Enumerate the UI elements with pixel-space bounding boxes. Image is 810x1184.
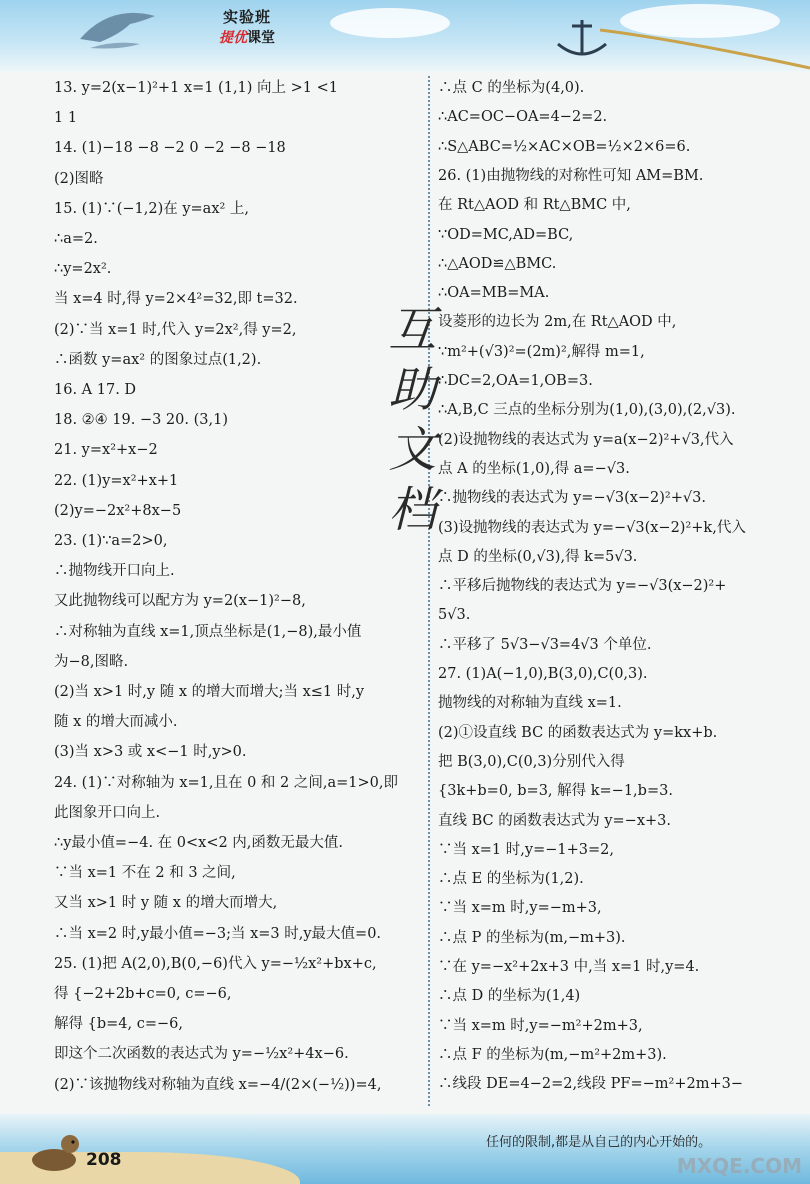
answer-line: ∵当 x=m 时,y=−m+3, bbox=[438, 900, 602, 917]
answer-line: 又此抛物线可以配方为 y=2(x−1)²−8, bbox=[54, 593, 306, 610]
answer-line: 又当 x>1 时 y 随 x 的增大而增大, bbox=[54, 895, 278, 912]
answer-line: 13. y=2(x−1)²+1 x=1 (1,1) 向上 >1 <1 bbox=[54, 80, 339, 96]
answer-line: (2)∵该抛物线对称轴为直线 x=−4/(2×(−½))=4, bbox=[54, 1076, 382, 1093]
answer-line: ∴A,B,C 三点的坐标分别为(1,0),(3,0),(2,√3). bbox=[438, 402, 736, 419]
answer-line: ∴DC=2,OA=1,OB=3. bbox=[438, 373, 593, 389]
answer-line: 当 x=4 时,得 y=2×4²=32,即 t=32. bbox=[54, 291, 298, 308]
answer-line: ∴抛物线开口向上. bbox=[54, 563, 175, 580]
answer-line: 15. (1)∵(−1,2)在 y=ax² 上, bbox=[54, 200, 250, 217]
title-accent: 提优 bbox=[219, 30, 247, 46]
answer-line: ∴点 P 的坐标为(m,−m+3). bbox=[438, 929, 626, 946]
answer-line: ∴对称轴为直线 x=1,顶点坐标是(1,−8),最小值 bbox=[54, 623, 362, 640]
answer-line: ∴S△ABC=½×AC×OB=½×2×6=6. bbox=[438, 138, 691, 155]
answer-line: ∴抛物线的表达式为 y=−√3(x−2)²+√3. bbox=[438, 490, 706, 507]
answer-line: 把 B(3,0),C(0,3)分别代入得 bbox=[438, 753, 625, 770]
answer-line: 5√3. bbox=[438, 607, 471, 624]
title-label bbox=[192, 27, 302, 47]
answer-line: ∴平移后抛物线的表达式为 y=−√3(x−2)²+ bbox=[438, 578, 727, 595]
answer-line: ∵当 x=1 不在 2 和 3 之间, bbox=[54, 865, 236, 882]
answer-line: 即这个二次函数的表达式为 y=−½x²+4x−6. bbox=[54, 1046, 349, 1063]
answer-line: ∴△AOD≌△BMC. bbox=[438, 255, 557, 272]
answer-line: 22. (1)y=x²+x+1 bbox=[54, 472, 179, 489]
handwritten-note bbox=[375, 300, 450, 540]
page-number: 208 bbox=[86, 1150, 122, 1170]
footer-motto: 任何的限制,都是从自己的内心开始的。 bbox=[486, 1135, 712, 1150]
handwritten-char: 互 bbox=[388, 302, 437, 358]
answer-line: 直线 BC 的函数表达式为 y=−x+3. bbox=[438, 812, 671, 829]
answer-line: ∴OA=MB=MA. bbox=[438, 285, 550, 302]
rope-decoration bbox=[600, 20, 810, 70]
answer-line: (2)y=−2x²+8x−5 bbox=[54, 502, 182, 519]
answer-line: 得 {−2+2b+c=0, c=−6, bbox=[54, 986, 232, 1002]
answer-line: 25. (1)把 A(2,0),B(0,−6)代入 y=−½x²+bx+c, bbox=[54, 955, 377, 972]
handwritten-char: 助 bbox=[388, 362, 437, 418]
site-watermark: MXQE.COM bbox=[676, 1154, 802, 1178]
answer-line: ∴a=2. bbox=[54, 231, 98, 247]
answer-line: ∵m²+(√3)²=(2m)²,解得 m=1, bbox=[438, 343, 645, 360]
answer-line: ∵当 x=m 时,y=−m²+2m+3, bbox=[438, 1017, 643, 1034]
cloud-decoration bbox=[330, 8, 450, 38]
answer-line: (2)①设直线 BC 的函数表达式为 y=kx+b. bbox=[438, 724, 718, 741]
column-divider bbox=[428, 76, 430, 1106]
answer-line: 点 D 的坐标(0,√3),得 k=5√3. bbox=[438, 548, 638, 565]
answer-line: ∴y最小值=−4. 在 0<x<2 内,函数无最大值. bbox=[54, 835, 344, 851]
title-rest: 课堂 bbox=[247, 30, 275, 46]
answer-line: 24. (1)∵对称轴为 x=1,且在 0 和 2 之间,a=1>0,即 bbox=[54, 774, 398, 791]
answer-line: ∵当 x=1 时,y=−1+3=2, bbox=[438, 841, 614, 858]
answer-line: 16. A 17. D bbox=[54, 382, 137, 398]
answer-line: ∴当 x=2 时,y最小值=−3;当 x=3 时,y最大值=0. bbox=[54, 925, 382, 942]
answer-line: ∴点 E 的坐标为(1,2). bbox=[438, 871, 584, 888]
answer-line: 为−8,图略. bbox=[54, 653, 129, 670]
answer-line: ∵在 y=−x²+2x+3 中,当 x=1 时,y=4. bbox=[438, 959, 700, 975]
answer-line: 21. y=x²+x−2 bbox=[54, 442, 158, 459]
answer-line: 随 x 的增大而减小. bbox=[54, 714, 178, 731]
answer-line: ∴线段 DE=4−2=2,线段 PF=−m²+2m+3− bbox=[438, 1076, 743, 1093]
answer-line: {3k+b=0, b=3, 解得 k=−1,b=3. bbox=[438, 783, 673, 800]
series-label: 实验班 bbox=[222, 8, 271, 26]
answer-line: 14. (1)−18 −8 −2 0 −2 −8 −18 bbox=[54, 140, 286, 157]
answer-line: 18. ②④ 19. −3 20. (3,1) bbox=[54, 412, 228, 429]
dolphin-icon bbox=[70, 4, 170, 54]
answer-line: 抛物线的对称轴为直线 x=1. bbox=[438, 695, 622, 712]
answer-line: ∵OD=MC,AD=BC, bbox=[438, 226, 574, 243]
answer-line: (3)设抛物线的表达式为 y=−√3(x−2)²+k,代入 bbox=[438, 519, 746, 536]
answer-line: 27. (1)A(−1,0),B(3,0),C(0,3). bbox=[438, 666, 648, 682]
answer-line: ∴点 C 的坐标为(4,0). bbox=[438, 80, 585, 96]
answer-line: ∴AC=OC−OA=4−2=2. bbox=[438, 109, 608, 126]
handwritten-char: 档 bbox=[388, 482, 437, 538]
book-title bbox=[192, 6, 302, 47]
answer-line: 23. (1)∵a=2>0, bbox=[54, 533, 168, 549]
answer-line: 解得 {b=4, c=−6, bbox=[54, 1016, 183, 1033]
answer-line: 点 A 的坐标(1,0),得 a=−√3. bbox=[438, 460, 630, 477]
answer-line: (2)设抛物线的表达式为 y=a(x−2)²+√3,代入 bbox=[438, 431, 734, 448]
answer-line: 设菱形的边长为 2m,在 Rt△AOD 中, bbox=[438, 314, 677, 331]
answer-line: ∴函数 y=ax² 的图象过点(1,2). bbox=[54, 351, 262, 368]
answer-line: 此图象开口向上. bbox=[54, 804, 161, 821]
answer-line: ∴y=2x². bbox=[54, 261, 112, 278]
footer-banner bbox=[0, 1114, 810, 1184]
handwritten-char: 文 bbox=[388, 422, 437, 478]
answer-line: (2)当 x>1 时,y 随 x 的增大而增大;当 x≤1 时,y bbox=[54, 684, 365, 700]
seal-icon bbox=[28, 1130, 84, 1174]
answer-line: 1 1 bbox=[54, 110, 78, 127]
header-banner bbox=[0, 0, 810, 72]
answer-line: (2)∵当 x=1 时,代入 y=2x²,得 y=2, bbox=[54, 321, 297, 338]
answer-line: 26. (1)由抛物线的对称性可知 AM=BM. bbox=[438, 167, 704, 184]
answer-line: (3)当 x>3 或 x<−1 时,y>0. bbox=[54, 744, 247, 761]
answer-line: ∴点 F 的坐标为(m,−m²+2m+3). bbox=[438, 1046, 667, 1063]
answer-line: (2)图略 bbox=[54, 170, 104, 187]
answer-line: 在 Rt△AOD 和 Rt△BMC 中, bbox=[438, 197, 631, 214]
answer-line: ∴平移了 5√3−√3=4√3 个单位. bbox=[438, 636, 652, 653]
answer-line: ∴点 D 的坐标为(1,4) bbox=[438, 988, 581, 1005]
